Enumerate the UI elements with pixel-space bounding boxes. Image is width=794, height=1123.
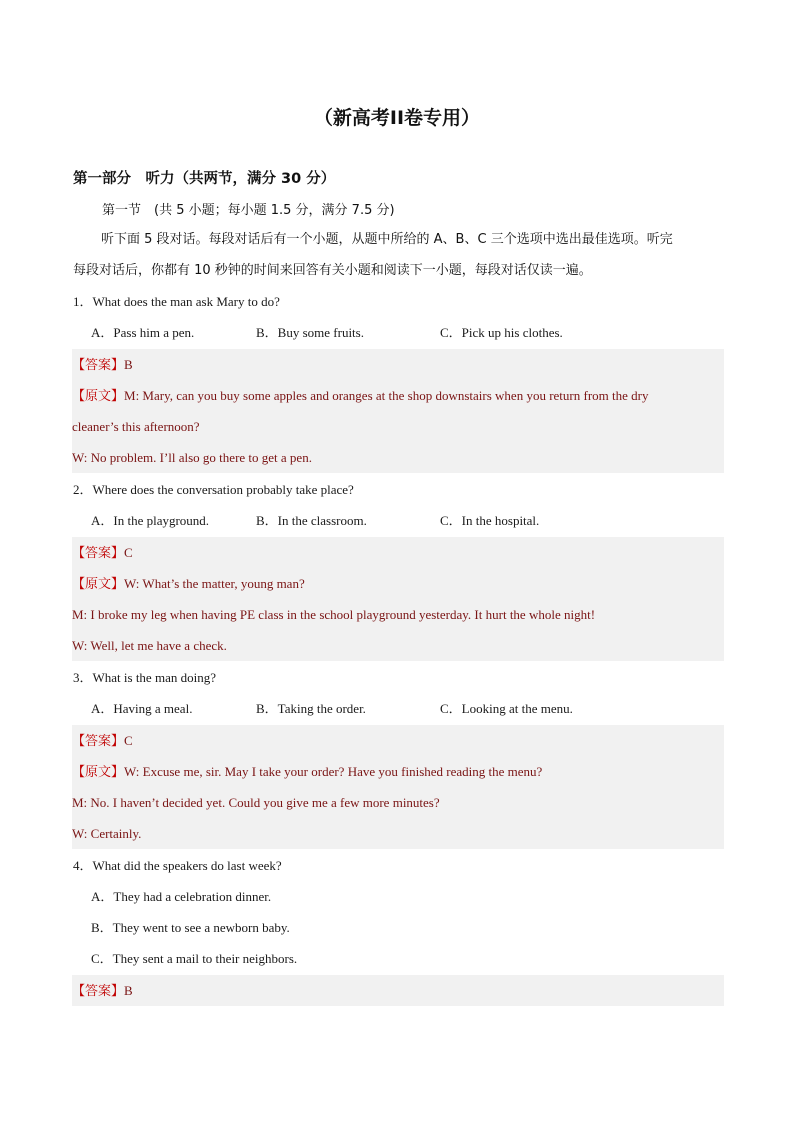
option-row (72, 505, 724, 536)
option-a: A．They had a celebration dinner. (91, 889, 272, 904)
answer-line (72, 975, 724, 1006)
question-3 (72, 662, 724, 849)
transcript-text: M: Mary, can you buy some apples and oranges at the shop downstairs when you return from the dry (124, 388, 649, 403)
option-b: B．Taking the order. (256, 701, 366, 716)
answer-value: B (124, 983, 133, 998)
question-stem: 1．What does the man ask Mary to do? (73, 294, 280, 309)
answer-block (72, 975, 724, 1006)
option-a: A．Pass him a pen. (91, 325, 195, 340)
option-row (72, 693, 724, 724)
answer-value: C (124, 545, 133, 560)
transcript-line (72, 756, 724, 787)
option-a: A．In the playground. (91, 513, 210, 528)
transcript-label: 【原文】 (72, 577, 125, 592)
question-stem: 4．What did the speakers do last week? (73, 858, 282, 873)
question-stem: 2．Where does the conversation probably take place? (73, 482, 354, 497)
option-b: B．They went to see a newborn baby. (91, 920, 290, 935)
option-c: C．They sent a mail to their neighbors. (91, 951, 298, 966)
transcript-line: W: Certainly. (72, 826, 142, 841)
transcript-line: W: Well, let me have a check. (72, 638, 227, 653)
transcript-label: 【原文】 (72, 765, 125, 780)
transcript-line: W: No problem. I’ll also go there to get a pen. (72, 450, 312, 465)
question-stem: 3．What is the man doing? (73, 670, 216, 685)
answer-label: 【答案】 (72, 734, 125, 749)
answer-value: B (124, 357, 133, 372)
option-a: A．Having a meal. (91, 701, 193, 716)
option-b: B．In the classroom. (256, 513, 367, 528)
instruction-line: 每段对话后，你都有 10 秒钟的时间来回答有关小题和阅读下一小题，每段对话仅读一遍。 (73, 263, 592, 278)
option-b: B．Buy some fruits. (256, 325, 364, 340)
answer-line (72, 537, 724, 568)
option-row (72, 317, 724, 348)
question-1 (72, 286, 724, 473)
question-4 (72, 850, 724, 1006)
transcript-line (72, 568, 724, 599)
answer-block (72, 725, 724, 849)
instructions (73, 224, 725, 286)
part-heading: 第一部分 听力（共两节，满分 30 分） (73, 171, 336, 187)
answer-block (72, 537, 724, 661)
option-c: C．Pick up his clothes. (440, 325, 563, 340)
transcript-label: 【原文】 (72, 389, 125, 404)
transcript-line: cleaner’s this afternoon? (72, 419, 200, 434)
answer-label: 【答案】 (72, 546, 125, 561)
question-list (72, 286, 724, 1007)
transcript-line: M: No. I haven’t decided yet. Could you give me a few more minutes? (72, 795, 440, 810)
transcript-line: M: I broke my leg when having PE class in the school playground yesterday. It hurt the whole night! (72, 607, 596, 622)
answer-value: C (124, 733, 133, 748)
transcript-text: W: What’s the matter, young man? (124, 576, 305, 591)
page-title: （新高考II卷专用） (313, 107, 481, 129)
instruction-line: 听下面 5 段对话。每段对话后有一个小题，从题中所给的 A、B、C 三个选项中选出最佳选项。听完 (101, 232, 673, 247)
answer-label: 【答案】 (72, 358, 125, 373)
transcript-line (72, 380, 724, 411)
option-c: C．Looking at the menu. (440, 701, 573, 716)
option-c: C．In the hospital. (440, 513, 540, 528)
transcript-text: W: Excuse me, sir. May I take your order? Have you finished reading the menu? (124, 764, 543, 779)
answer-label: 【答案】 (72, 984, 125, 999)
question-2 (72, 474, 724, 661)
answer-line (72, 349, 724, 380)
answer-block (72, 349, 724, 473)
section-heading: 第一节 (共 5 小题；每小题 1.5 分，满分 7.5 分) (102, 203, 395, 218)
answer-line (72, 725, 724, 756)
